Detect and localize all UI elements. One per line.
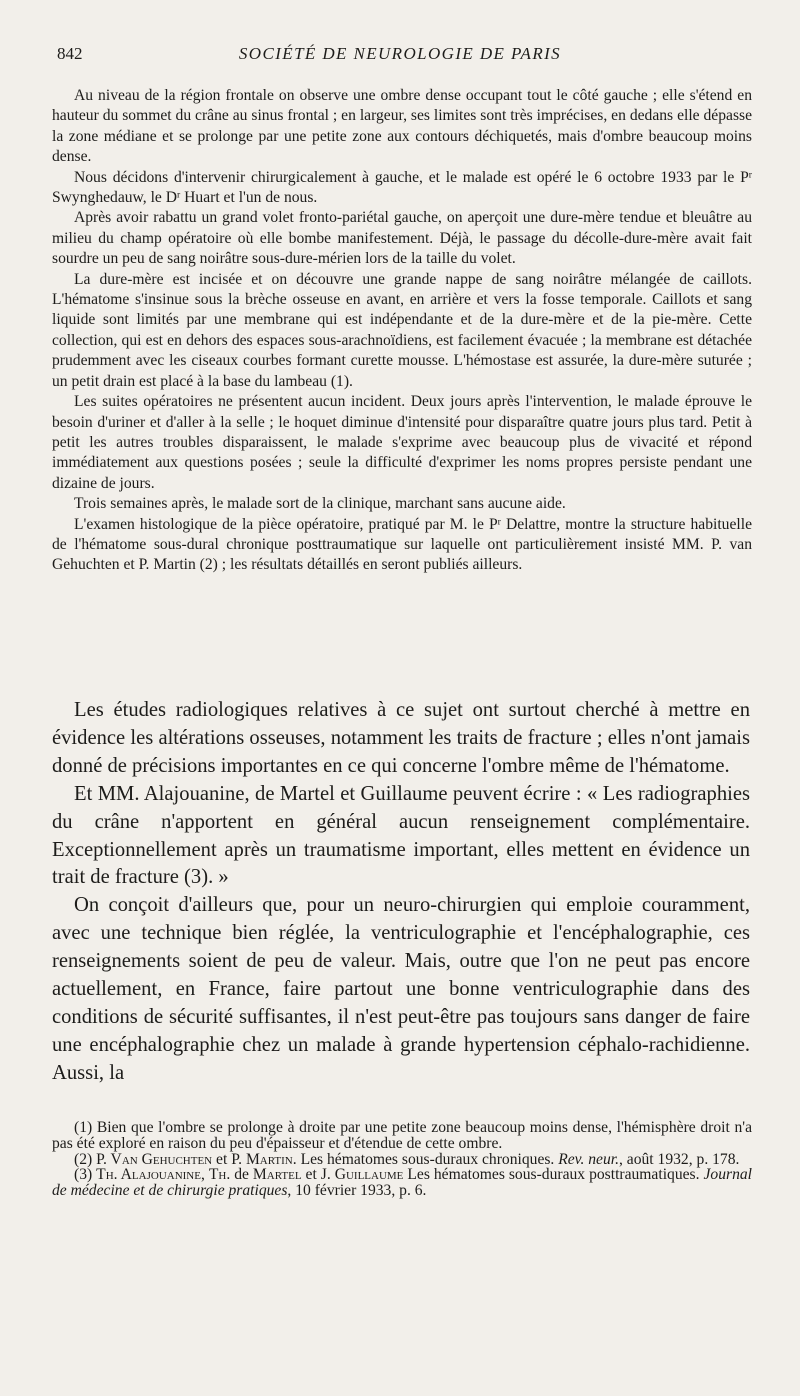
case-paragraph-3: Après avoir rabattu un grand volet fronto-pariétal gauche, on aperçoit une dure-mère tendue et bleuâtre au milieu du champ opératoire où elle bombe manifestement. Déjà, le passage du décolle-dure-mère avait fait sourdre un peu de sang noirâtre sous-dure-mérien lors de la taille du volet. <box>52 209 752 268</box>
commentary-paragraph-2: Et MM. Alajouanine, de Martel et Guillaume peuvent écrire : « Les radiographies du crâne n'apportent en général aucun renseignement complémentaire. Exceptionnellement après un traumatisme important, elles mettent en évidence un trait de fracture (3). » <box>52 782 750 889</box>
case-paragraph-1: Au niveau de la région frontale on observe une ombre dense occupant tout le côté gauche ; elle s'étend en hauteur du sommet du crâne au sinus frontal ; en largeur, ses limites sont très imprécises, en dedans elle dépasse la zone médiane et se prolonge par une petite zone aux contours déchiquetés, mais d'ombre beaucoup moins dense. <box>52 87 752 166</box>
case-paragraph-4: La dure-mère est incisée et on découvre une grande nappe de sang noirâtre mélangée de caillots. L'hématome s'insinue sous la brèche osseuse en avant, en arrière et vers la fosse temporale. Caillots et sang liquide sont limités par une membrane qui est indépendante et de la dure-mère et de la pie-mère. Cette collection, qui est en dehors des espaces sous-arachnoïdiens, est facilement évacuée ; la membrane est détachée prudemment avec les ciseaux courbes formant curette mousse. L'hémostase est assurée, la dure-mère suturée ; un petit drain est placé à la base du lambeau (1). <box>52 270 752 390</box>
page-header <box>50 44 750 68</box>
commentary-paragraph-1: Les études radiologiques relatives à ce sujet ont surtout cherché à mettre en évidence les altérations osseuses, notamment les traits de fracture ; elles n'ont jamais donné de précisions importantes en ce qui concerne l'ombre même de l'hématome. <box>52 699 750 777</box>
commentary-paragraph-3: On conçoit d'ailleurs que, pour un neuro-chirurgien qui emploie couramment, avec une technique bien réglée, la ventriculographie et l'encéphalographie, ces renseignements soient de peu de valeur. Mais, outre que l'on ne peut pas encore actuellement, en France, faire partout une bonne ventriculographie dans des conditions de sécurité suffisantes, il n'est peut-être pas toujours sans danger de faire une encéphalographie chez un malade à grande hypertension céphalo-rachidienne. Aussi, la <box>52 894 750 1084</box>
footnote-1: (1) Bien que l'ombre se prolonge à droite par une petite zone beaucoup moins dense, l'hémisphère droit n'a pas été exploré en raison du peu d'épaisseur et d'étendue de cette ombre. <box>52 1119 752 1152</box>
case-paragraph-6: Trois semaines après, le malade sort de la clinique, marchant sans aucune aide. <box>74 495 566 513</box>
case-paragraph-2: Nous décidons d'intervenir chirurgicalement à gauche, et le malade est opéré le 6 octobre 1933 par le $P^r$ Swynghedauw, le $D^r$ Huart et l'un de nous. <box>52 168 752 207</box>
running-head: SOCIÉTÉ DE NEUROLOGIE DE PARIS <box>238 44 562 63</box>
case-paragraph-7: L'examen histologique de la pièce opératoire, pratiqué par M. le $P^r$ Delattre, montre la structure habituelle de l'hématome sous-dural chronique posttraumatique sur laquelle ont particulièrement insisté MM. P. van Gehuchten et P. Martin (2) ; les résultats détaillés en seront publiés ailleurs. <box>52 515 752 574</box>
page-number: 842 <box>57 44 83 63</box>
footnote-2: (2) P. Van Gehuchten et P. Martin. Les hématomes sous-duraux chroniques. Rev. neur., août 1932, p. 178. <box>74 1150 740 1168</box>
footnote-3: (3) Th. Alajouanine, Th. de Martel et J. Guillaume Les hématomes sous-duraux posttraumatiques. Journal de médecine et de chirurgie pratiques, 10 février 1933, p. 6. <box>52 1166 752 1200</box>
footnotes <box>52 1120 752 1199</box>
commentary-section <box>52 697 750 1088</box>
case-paragraph-5: Les suites opératoires ne présentent aucun incident. Deux jours après l'intervention, le malade éprouve le besoin d'uriner et d'aller à la selle ; le hoquet diminue d'intensité pour disparaître quatre jours plus tard. Petit à petit les autres troubles disparaissent, le malade s'exprime avec beaucoup plus de vivacité et répond immédiatement aux questions posées ; seule la difficulté d'exprimer les noms propres persiste pendant une dizaine de jours. <box>52 393 752 492</box>
case-report-section <box>52 86 752 576</box>
